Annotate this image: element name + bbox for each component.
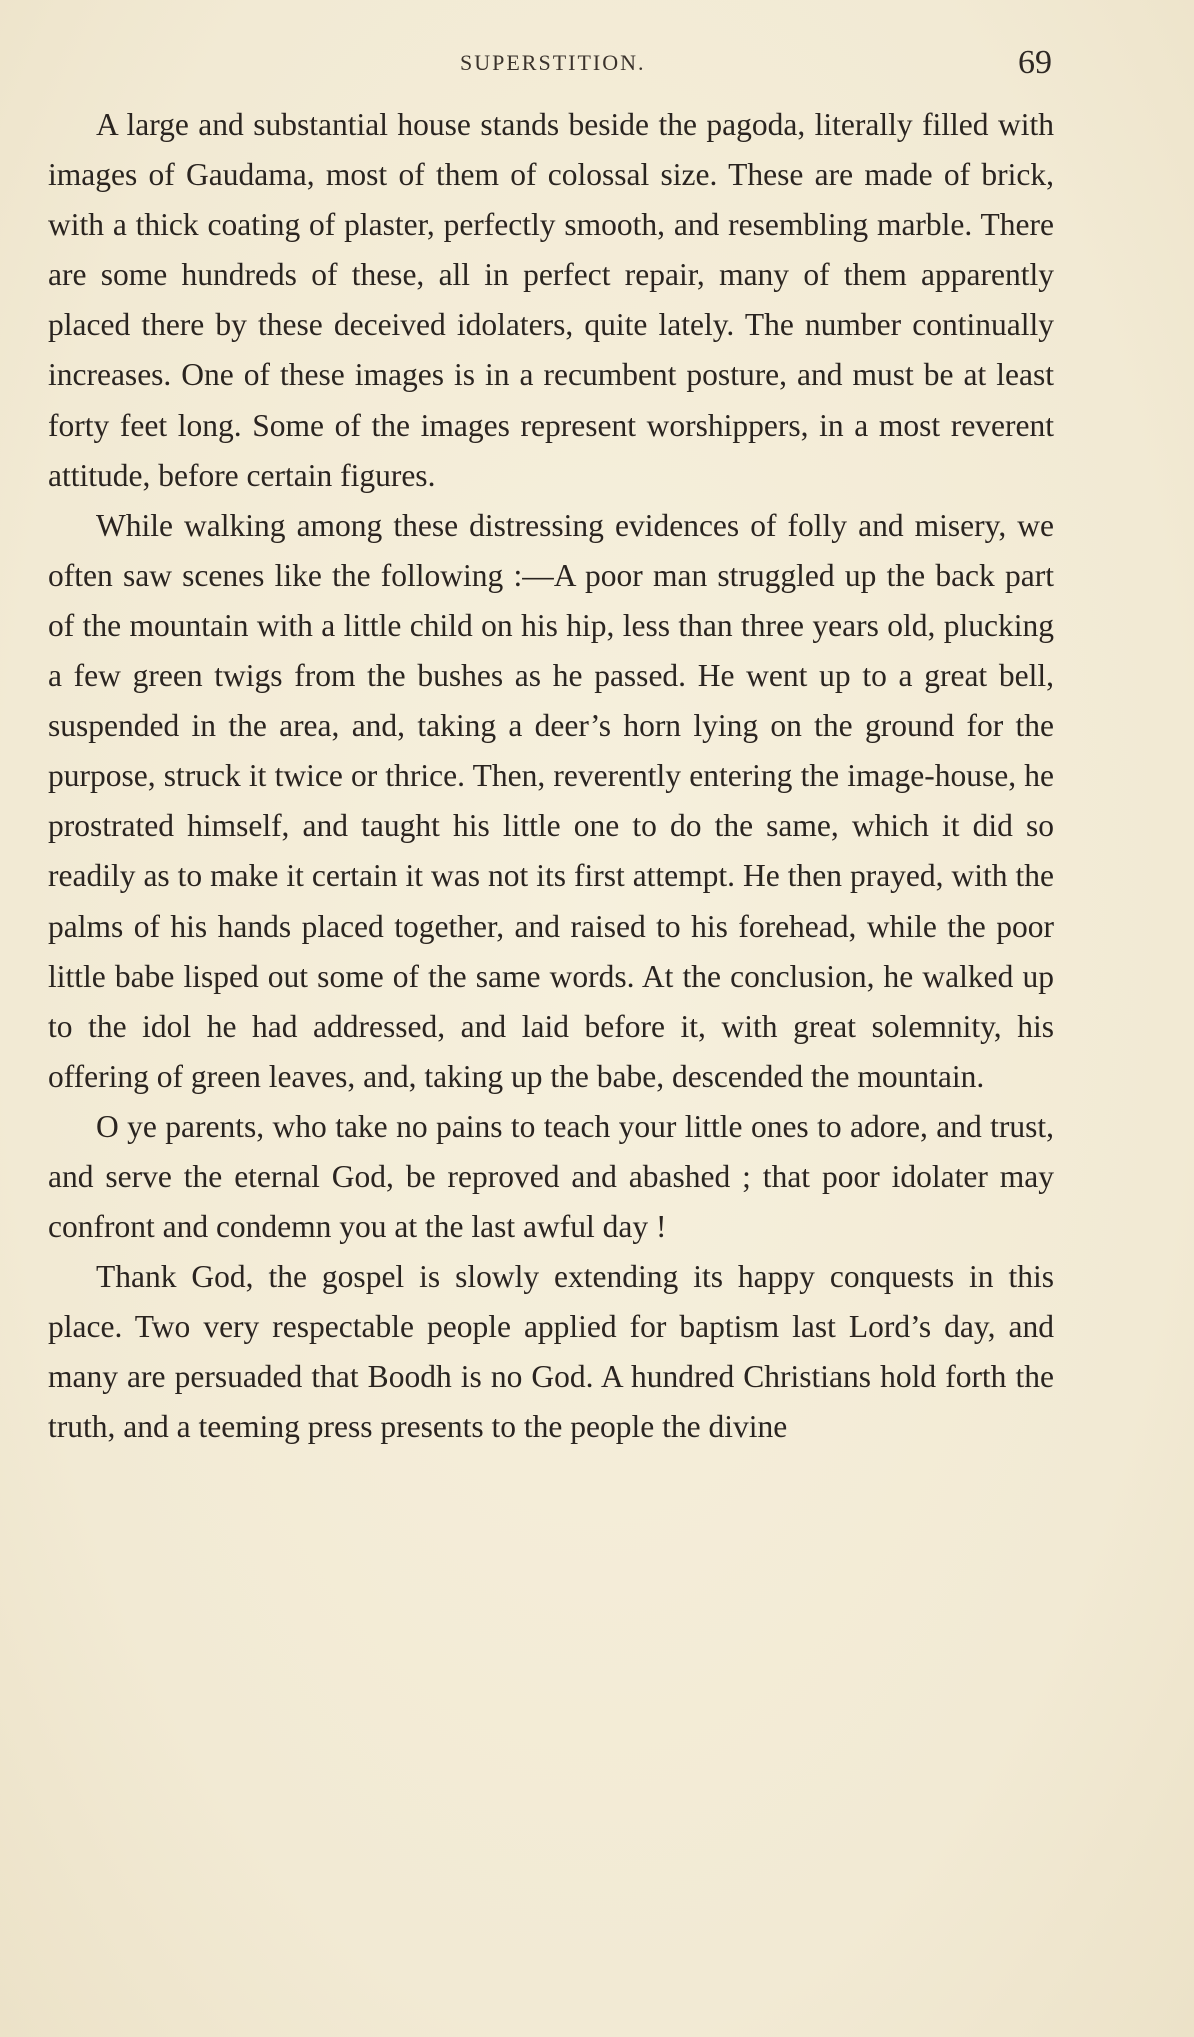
page-number: 69 bbox=[1018, 44, 1052, 81]
paragraph: Thank God, the gospel is slowly extending its happy conquests in this place. Two very respectable people applied for baptism last Lord’s day, and many are persuaded that Boodh is no God. A hundred Christians hold forth the truth, and a teeming press presents to the people the divine bbox=[48, 1259, 1054, 1445]
paragraph: While walking among these distressing evidences of folly and misery, we often saw scenes like the following :—A poor man struggled up the back part of the mountain with a little child on his hip, less than three years old, plucking a few green twigs from the bushes as he passed. He went up to a great bell, suspended in the area, and, taking a deer’s horn lying on the ground for the purpose, struck it twice or thrice. Then, reverently entering the image-house, he prostrated himself, and taught his little one to do the same, which it did so readily as to make it certain it was not its first attempt. He then prayed, with the palms of his hands placed together, and raised to his forehead, while the poor little babe lisped out some of the same words. At the conclusion, he walked up to the idol he had addressed, and laid before it, with great solemnity, his offering of green leaves, and, taking up the babe, descended the mountain. bbox=[48, 507, 1054, 1094]
body-text bbox=[48, 100, 1054, 1453]
paragraph: A large and substantial house stands beside the pagoda, literally filled with images of Gaudama, most of them of colossal size. These are made of brick, with a thick coating of plaster, perfectly smooth, and resembling marble. There are some hundreds of these, all in perfect repair, many of them apparently placed there by these deceived idolaters, quite lately. The number continually increases. One of these images is in a recumbent posture, and must be at least forty feet long. Some of the images represent worshippers, in a most reverent attitude, before certain figures. bbox=[48, 107, 1054, 493]
paragraph: O ye parents, who take no pains to teach your little ones to adore, and trust, and serve the eternal God, be reproved and abashed ; that poor idolater may confront and condemn you at the last awful day ! bbox=[48, 1108, 1054, 1245]
running-title: SUPERSTITION. bbox=[460, 50, 646, 75]
